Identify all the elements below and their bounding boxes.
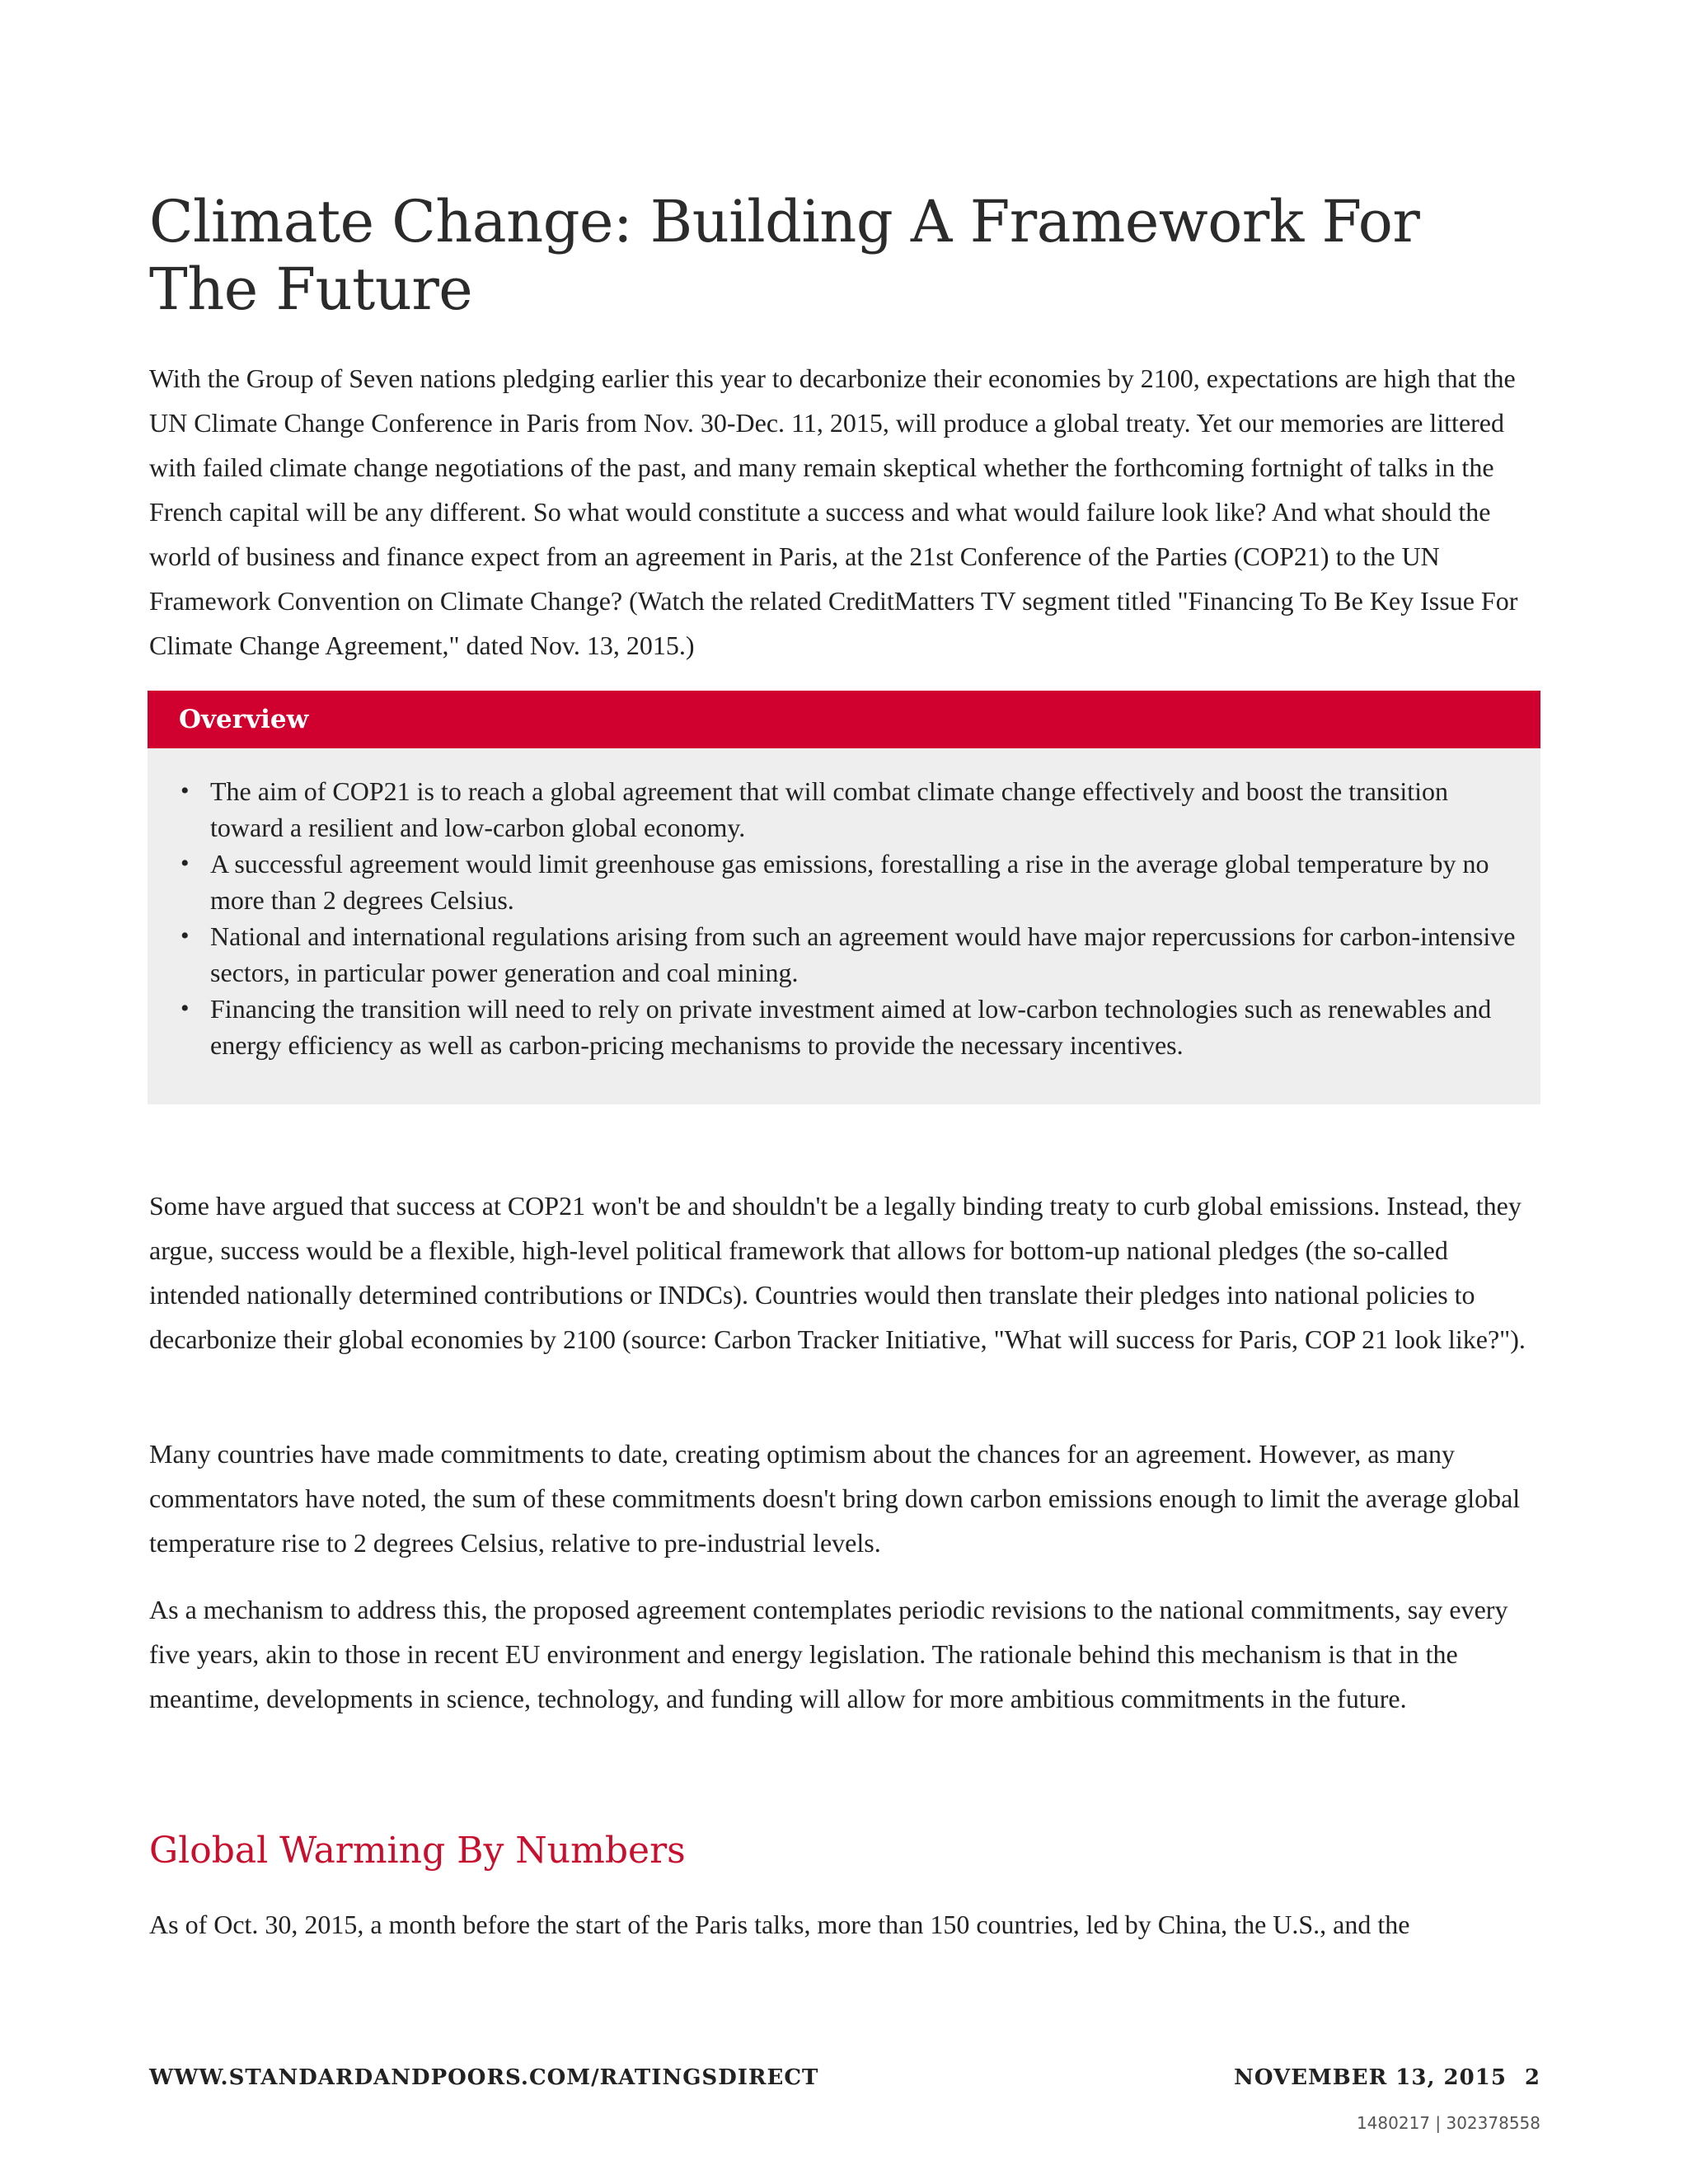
bullet-icon: • [181,850,190,877]
overview-heading: Overview [148,691,1540,748]
body-paragraph: As a mechanism to address this, the proposed agreement contemplates periodic revisions to the national commitments, say every five years, akin to those in recent EU environment and energy legislation. The rationale behind this mechanism is that in the meantime, developments in science, technology, and funding will allow for more ambitious commitments in the future. [149,1595,1508,1713]
overview-item-text: National and international regulations arising from such an agreement would have major repercussions for carbon-intensive sectors, in particular power generation and coal mining. [210,921,1516,987]
intro-paragraph: With the Group of Seven nations pledging earlier this year to decarbonize their economies by 2100, expectations are high that the UN Climate Change Conference in Paris from Nov. 30-Dec. 11, 2015, will produce a global treaty. Yet our memories are littered with failed climate change negotiations of the past, and many remain skeptical whether the forthcoming fortnight of talks in the French capital will be any different. So what would constitute a success and what would failure look like? And what should the world of business and finance expect from an agreement in Paris, at the 21st Conference of the Parties (COP21) to the UN Framework Convention on Climate Change? (Watch the related CreditMatters TV segment titled "Financing To Be Key Issue For Climate Change Agreement," dated Nov. 13, 2015.) [149,363,1518,660]
overview-item-text: The aim of COP21 is to reach a global agreement that will combat climate change effectively and boost the transition toward a resilient and low-carbon global economy. [210,776,1449,842]
overview-item [179,991,1522,1063]
bullet-icon: • [181,995,190,1022]
overview-list [179,773,1522,1063]
footer-date-page [1234,2065,1540,2090]
body-paragraph: Some have argued that success at COP21 won't be and shouldn't be a legally binding treaty to curb global emissions. Instead, they argue, success would be a flexible, high-level political framework that allows for bottom-up national pledges (the so-called intended nationally determined contributions or INDCs). Countries would then translate their pledges into national policies to decarbonize their global economies by 2100 (source: Carbon Tracker Initiative, "What will success for Paris, COP 21 look like?"). [149,1191,1526,1354]
document-id: 1480217 | 302378558 [1356,2113,1540,2133]
section-paragraph: As of Oct. 30, 2015, a month before the start of the Paris talks, more than 150 countries, led by China, the U.S., and the [149,1910,1410,1939]
overview-item [179,846,1522,918]
bullet-icon: • [181,922,190,949]
page-number: 2 [1524,2065,1540,2090]
overview-item [179,918,1522,991]
overview-item-text: A successful agreement would limit greenhouse gas emissions, forestalling a rise in the average global temperature by no more than 2 degrees Celsius. [210,849,1489,915]
bullet-icon: • [181,777,190,804]
overview-item-text: Financing the transition will need to rely on private investment aimed at low-carbon technologies such as renewables and energy efficiency as well as carbon-pricing mechanisms to provide the necessary incentives. [210,994,1492,1060]
section-heading: Global Warming By Numbers [149,1830,686,1872]
overview-box [148,691,1540,1104]
footer-date: NOVEMBER 13, 2015 [1234,2065,1507,2090]
article-title: Climate Change: Building A Framework For The Future [149,188,1420,323]
footer-website-link[interactable]: WWW.STANDARDANDPOORS.COM/RATINGSDIRECT [149,2065,819,2090]
overview-item [179,773,1522,846]
body-paragraph: Many countries have made commitments to date, creating optimism about the chances for an agreement. However, as many commentators have noted, the sum of these commitments doesn't bring down carbon emissions enough to limit the average global temperature rise to 2 degrees Celsius, relative to pre-industrial levels. [149,1439,1521,1558]
